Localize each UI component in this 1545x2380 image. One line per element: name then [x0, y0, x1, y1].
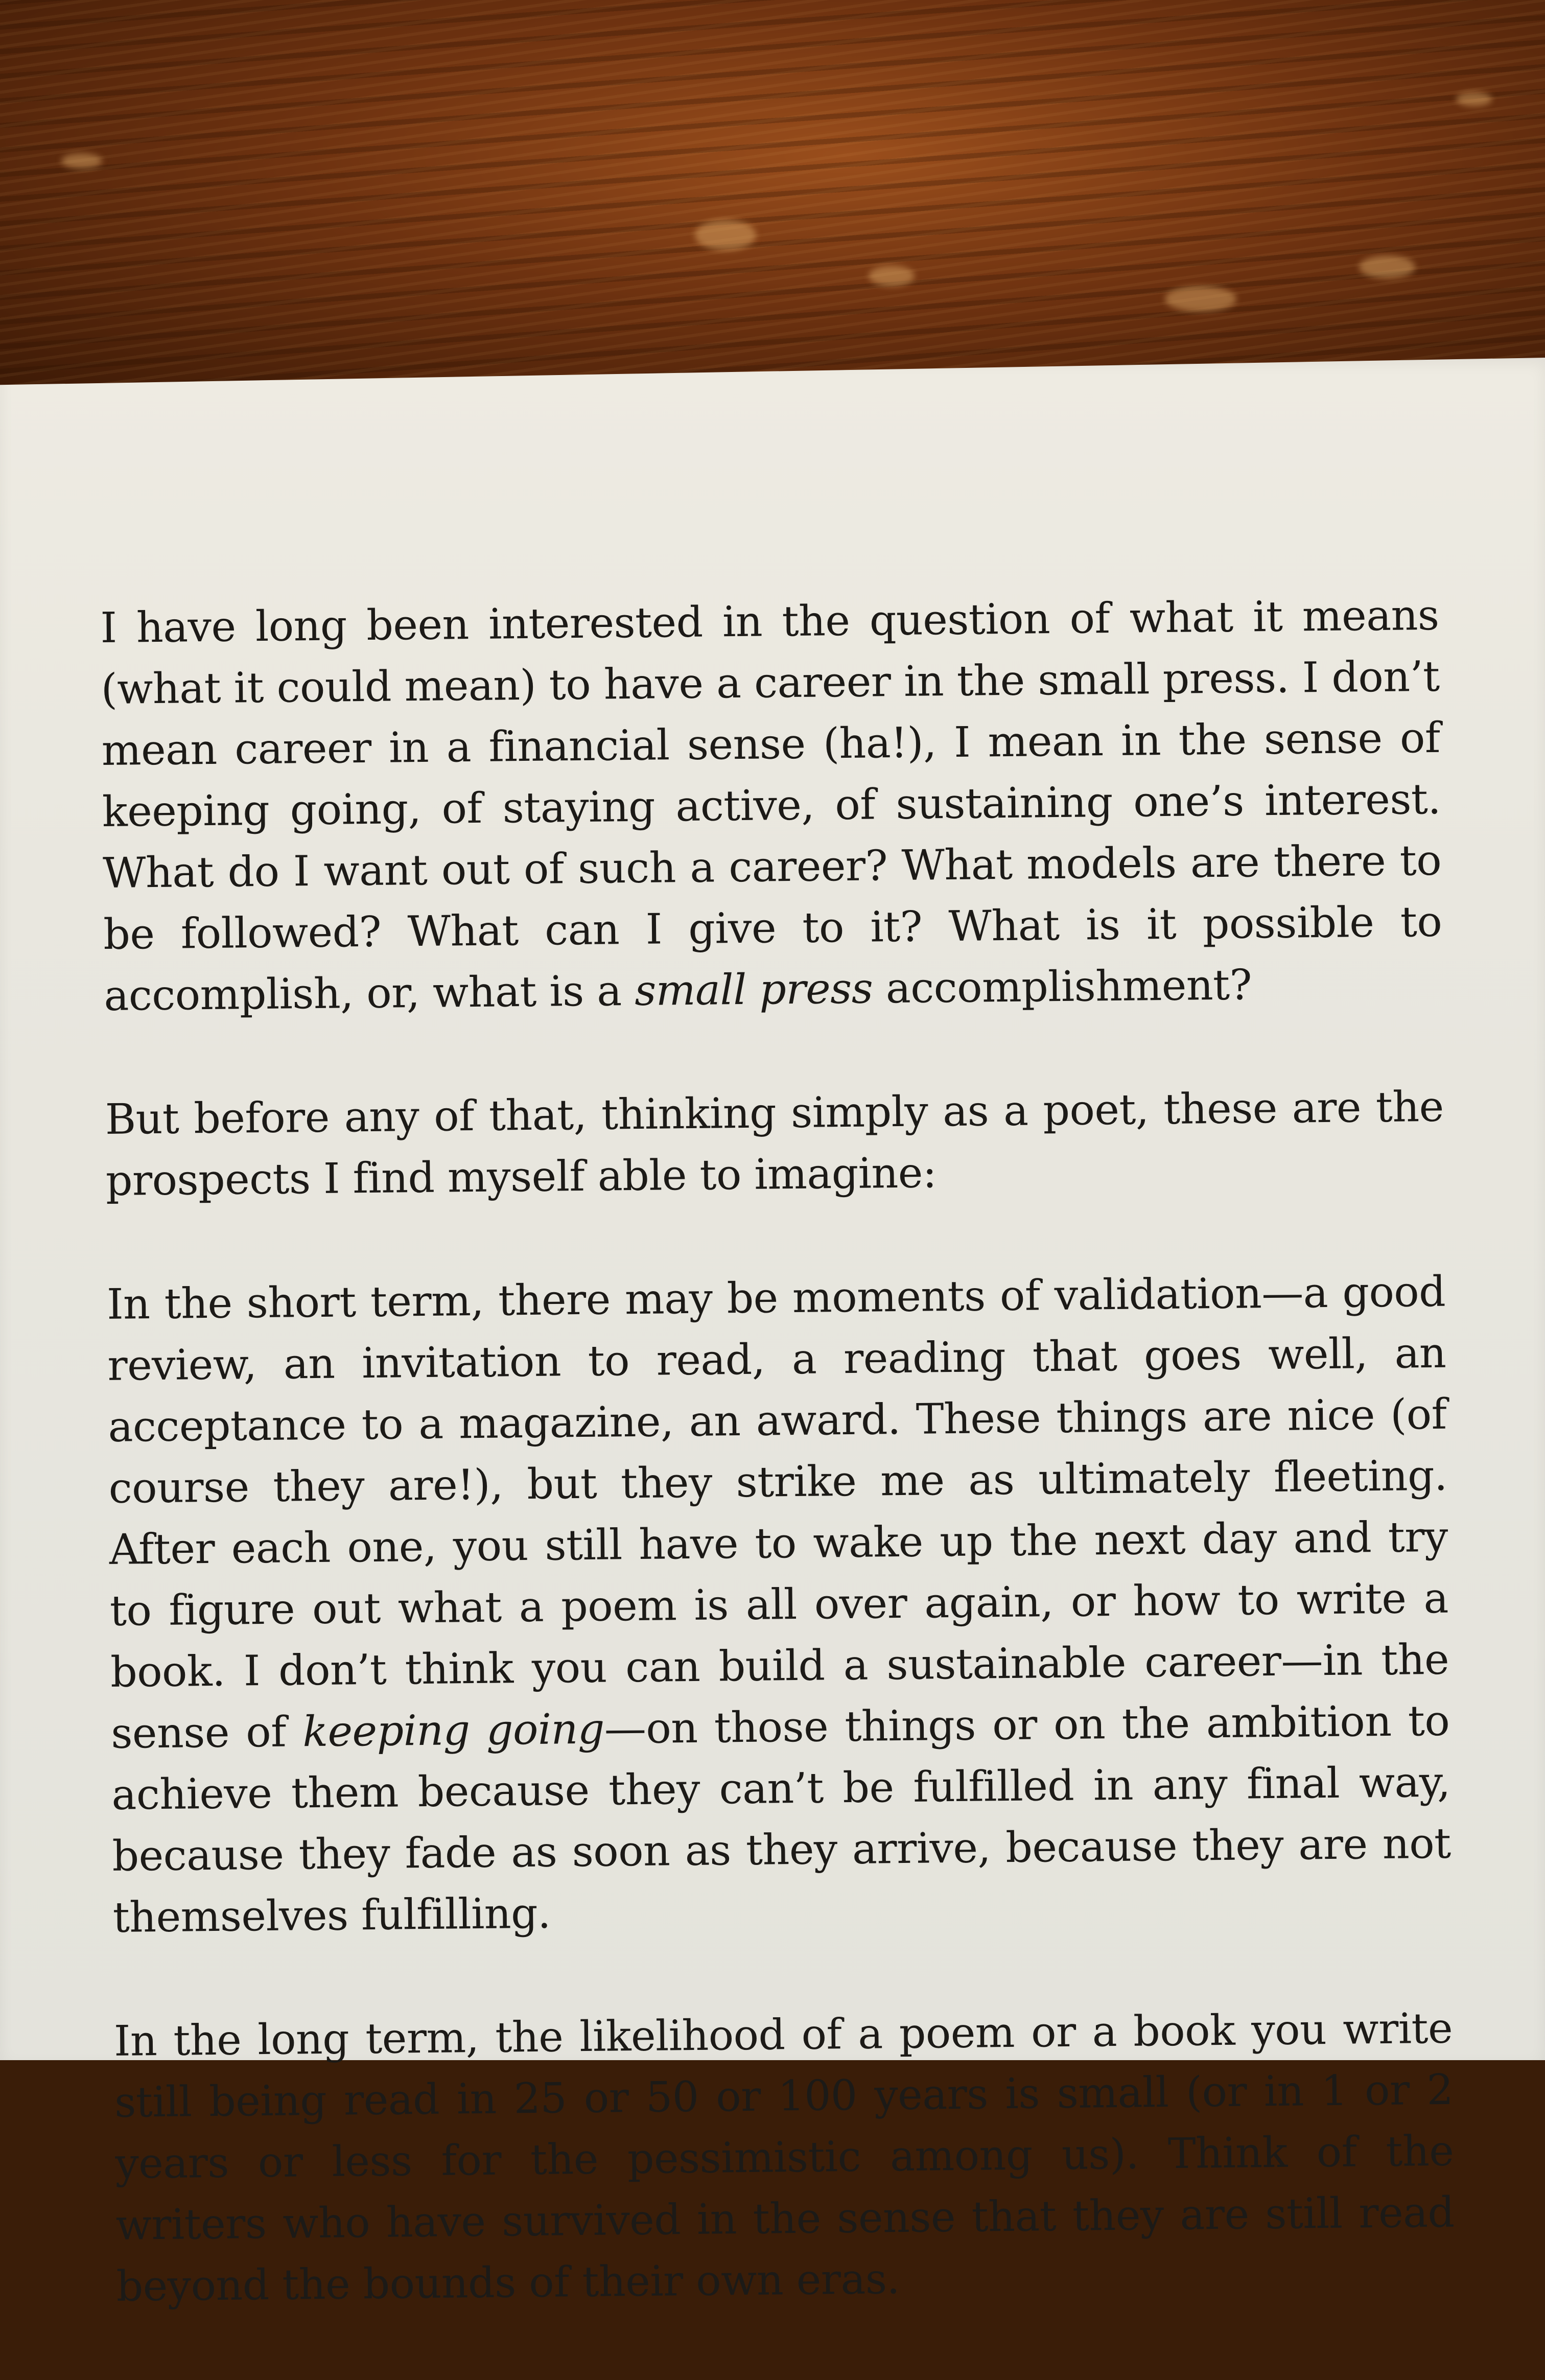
paragraph-1-italic: small press	[634, 964, 873, 1015]
paragraph-3	[107, 1262, 1452, 1949]
wood-scuff	[869, 266, 915, 286]
paragraph-4	[114, 1998, 1456, 2318]
paragraph-1-text: I have long been interested in the question of what it means (what it could mean) to have a career in the small press. I don’t mean career in a financial sense (ha!), I mean in the sense of keeping going, of staying active, of sustaining one’s interest. What do I want out of such a career? What models are there to be followed? What can I give to it? What is it possible to accomplish, or, what is a	[100, 591, 1442, 1020]
wooden-table-background	[0, 0, 1545, 388]
paragraph-3-text-end: —on those things or on the ambition to achieve them because they can’t be fulfilled in any final way, because they fade as soon as they arrive, because they are not themselves fulfilling.	[111, 1696, 1451, 1942]
paragraph-2	[105, 1077, 1444, 1212]
paragraph-2-text: But before any of that, thinking simply as a poet, these are the prospects I find myself able to imagine:	[105, 1082, 1444, 1205]
wood-scuff	[695, 220, 756, 250]
wood-scuff	[1165, 286, 1236, 312]
paragraph-3-italic: keeping going	[302, 1705, 605, 1757]
paragraph-1	[100, 585, 1443, 1027]
paragraph-4-text: In the long term, the likelihood of a poem or a book you write still being read in 25 or 50 or 100 years is small (or in 1 or 2 years or less for the pessimistic among us). Think of the writers who have survived in the sense that they are still read beyond the bounds of their own eras.	[113, 2004, 1455, 2311]
page-body-text	[100, 585, 1456, 2380]
paragraph-1-text-end: accomplishment?	[872, 961, 1252, 1013]
wood-scuff	[1359, 255, 1415, 278]
wood-scuff	[61, 153, 102, 169]
wood-scuff	[1456, 92, 1492, 106]
paragraph-3-text: In the short term, there may be moments of validation—a good review, an invitation to read, a reading that goes well, an acceptance to a magazine, an award. These things are nice (of course they are!), but they strike me as ultimately fleeting. After each one, you still have to wake up the next day and try to figure out what a poem is all over again, or how to write a book. I don’t think you can build a sustainable career—in the sense of	[106, 1267, 1449, 1758]
